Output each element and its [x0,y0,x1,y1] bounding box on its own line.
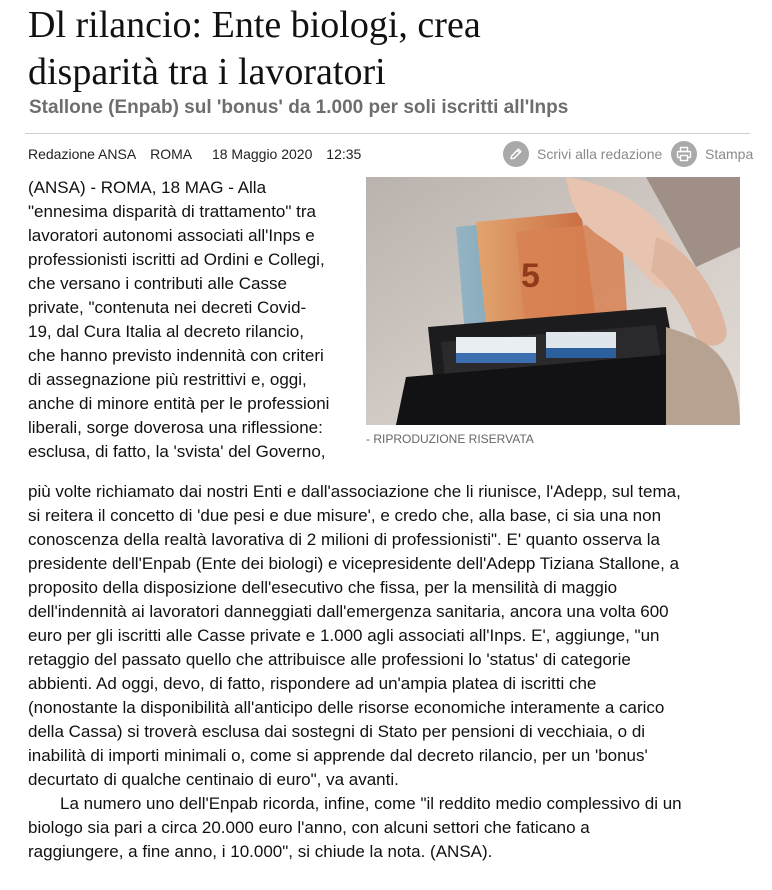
body-line: si reitera il concetto di 'due pesi e due misure', e credo che, alla base, ci sia una non [28,506,662,525]
headline-line: Dl rilancio: Ente biologi, crea [28,4,481,46]
body-line: che versano i contributi alle Casse [28,274,287,293]
article-photo [366,177,740,425]
body-left-column [28,176,368,464]
body-line: (ANSA) - ROMA, 18 MAG - Alla [28,178,267,197]
body-line: della Cassa) si troverà esclusa dai sostegni di Stato per pensioni di vecchiaia, o di [28,722,646,741]
body-line: private, "contenuta nei decreti Covid- [28,298,307,317]
article-subtitle: Stallone (Enpab) sul 'bonus' da 1.000 per soli iscritti all'Inps [29,97,569,118]
print-label: Stampa [705,146,754,162]
body-line: di assegnazione più restrittivi e, oggi, [28,370,307,389]
pencil-icon [503,141,529,167]
author-label: Redazione ANSA [28,146,137,162]
body-line: che hanno previsto indennità con criteri [28,346,324,365]
printer-icon [671,141,697,167]
print-button[interactable] [671,141,753,167]
time-label: 12:35 [326,146,362,162]
svg-text:5: 5 [521,257,540,295]
closing-paragraph-line: raggiungere, a fine anno, i 10.000", si chiude la nota. (ANSA). [28,842,493,861]
closing-paragraph-line: La numero uno dell'Enpab ricorda, infine, come "il reddito medio complessivo di un [60,794,682,813]
body-line: 19, dal Cura Italia al decreto rilancio, [28,322,304,341]
write-to-editors-button[interactable] [503,141,662,167]
location-label: ROMA [150,146,193,162]
body-line: "ennesima disparità di trattamento" tra [28,202,316,221]
headline-line: disparità tra i lavoratori [28,51,386,93]
header-divider [25,133,750,134]
body-line: anche di minore entità per le professioni [28,394,330,413]
body-line: retaggio del passato quello che attribuisce alle professioni lo 'status' di categorie [28,650,631,669]
wallet-photo-illustration [366,177,740,425]
body-line: lavoratori autonomi associati all'Inps e [28,226,315,245]
write-to-editors-label: Scrivi alla redazione [537,146,663,162]
body-line: liberali, sorge doverosa una riflessione: [28,418,323,437]
body-line: abbienti. Ad oggi, devo, di fatto, rispondere ad un'ampia platea di iscritti che [28,674,597,693]
article-meta [28,145,371,163]
body-line: euro per gli iscritti alle Casse private e 1.000 agli associati all'Inps. E', aggiunge, "un [28,626,660,645]
closing-paragraph-line: biologo sia pari a circa 20.000 euro l'anno, con alcuni settori che faticano a [28,818,590,837]
body-line: decurtato di qualche centinaio di euro", va avanti. [28,770,399,789]
body-line: inabilità di importi minimali o, come si apprende dal decreto rilancio, per un 'bonus' [28,746,648,765]
body-line: dell'indennità ai lavoratori danneggiati dall'emergenza sanitaria, ancora una volta 600 [28,602,669,621]
body-line: professionisti iscritti ad Ordini e Collegi, [28,250,325,269]
image-caption: - RIPRODUZIONE RISERVATA [366,432,534,446]
body-line: più volte richiamato dai nostri Enti e dall'associazione che li riunisce, l'Adepp, sul tema, [28,482,681,501]
date-label: 18 Maggio 2020 [211,146,313,162]
article-headline [28,2,758,96]
body-line: esclusa, di fatto, la 'svista' del Governo, [28,442,326,461]
body-line: conoscenza della realtà lavorativa di 2 milioni di professionisti". E' quanto osserva la [28,530,661,549]
body-line: presidente dell'Enpab (Ente dei biologi) e vicepresidente dell'Adepp Tiziana Stallone, a [28,554,680,573]
body-full-width [28,480,758,864]
body-line: proposito della disposizione dell'esecutivo che fissa, per la mensilità di maggio [28,578,618,597]
body-line: (nonostante la disponibilità all'anticipo delle risorse economiche interamente a carico [28,698,665,717]
